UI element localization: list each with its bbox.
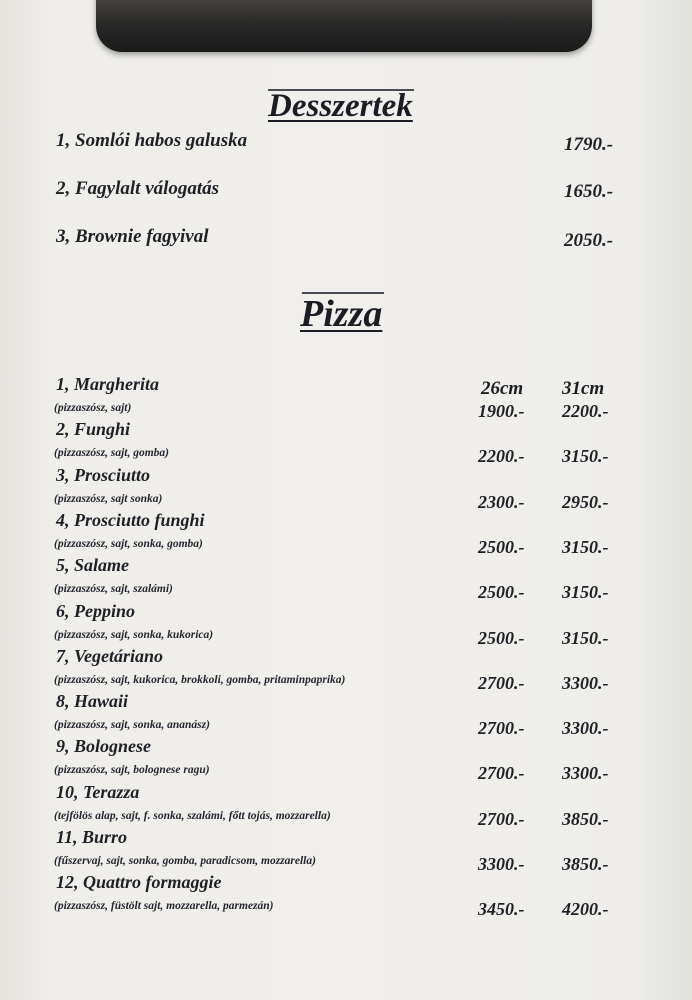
pizza-item-name: 2, Funghi <box>56 419 131 440</box>
dessert-section-title: Desszertek <box>268 88 413 124</box>
pizza-price-26cm: 2500.- <box>478 582 525 603</box>
pizza-item <box>0 782 692 827</box>
clipboard-clip <box>96 0 592 52</box>
size-header-31cm: 31cm <box>562 378 605 399</box>
pizza-item-ingredients: (pizzaszósz, sajt, gomba) <box>54 447 170 460</box>
pizza-item-name: 3, Prosciutto <box>56 464 151 485</box>
pizza-price-26cm: 2500.- <box>478 627 525 648</box>
dessert-item-price: 1650.- <box>564 181 614 202</box>
pizza-price-26cm: 3450.- <box>478 899 525 920</box>
pizza-item-ingredients: (pizzaszósz, sajt, sonka, kukorica) <box>54 628 214 641</box>
dessert-item-price: 1790.- <box>564 134 614 155</box>
pizza-price-31cm: 2950.- <box>562 491 609 512</box>
pizza-price-26cm: 2200.- <box>478 446 525 467</box>
pizza-item <box>0 827 692 872</box>
pizza-item-name: 12, Quattro formaggie <box>56 872 222 893</box>
pizza-item <box>0 691 692 739</box>
pizza-item <box>0 736 692 784</box>
pizza-item-ingredients: (pizzaszósz, sajt, sonka, ananász) <box>54 719 210 732</box>
pizza-price-26cm: 2300.- <box>478 491 525 512</box>
pizza-item-ingredients: (pizzaszósz, sajt, sonka, gomba) <box>54 537 203 550</box>
pizza-price-31cm: 3300.- <box>562 763 609 784</box>
dessert-item-price: 2050.- <box>564 230 614 251</box>
pizza-item <box>0 374 692 419</box>
pizza-item <box>0 646 692 691</box>
pizza-price-26cm: 2500.- <box>478 536 525 557</box>
pizza-item-name: 5, Salame <box>56 555 130 576</box>
pizza-item-name: 4, Prosciutto funghi <box>56 509 205 530</box>
pizza-item-ingredients: (tejfölös alap, sajt, f. sonka, szalámi, főtt tojás, mozzarella) <box>54 809 331 822</box>
pizza-item-ingredients: (pizzaszósz, füstölt sajt, mozzarella, parmezán) <box>54 900 274 913</box>
pizza-item-name: 6, Peppino <box>56 600 135 621</box>
pizza-price-31cm: 3300.- <box>562 672 609 693</box>
pizza-price-31cm: 3850.- <box>562 854 609 874</box>
pizza-price-31cm: 3150.- <box>562 446 609 467</box>
dessert-item-name: 3, Brownie fagyival <box>56 226 209 247</box>
pizza-price-26cm: 2700.- <box>478 808 525 829</box>
pizza-item-name: 9, Bolognese <box>56 736 152 757</box>
pizza-section-title: Pizza <box>300 293 383 335</box>
pizza-item <box>0 872 692 920</box>
pizza-item <box>0 601 692 646</box>
pizza-item <box>0 419 692 467</box>
pizza-price-31cm: 3150.- <box>562 582 609 603</box>
pizza-price-31cm: 4200.- <box>562 899 609 920</box>
size-header-26cm: 26cm <box>481 378 524 399</box>
pizza-item-name: 10, Terazza <box>56 781 140 802</box>
pizza-item-ingredients: (pizzaszósz, sajt, szalámi) <box>54 583 173 596</box>
pizza-item-ingredients: (pizzaszósz, sajt sonka) <box>54 492 163 505</box>
pizza-item <box>0 555 692 603</box>
pizza-price-31cm: 2200.- <box>562 401 609 421</box>
pizza-item-ingredients: (pizzaszósz, sajt, kukorica, brokkoli, gomba, pritaminpaprika) <box>54 673 346 686</box>
pizza-item-ingredients: (pizzaszósz, sajt, bolognese ragu) <box>54 764 210 777</box>
pizza-item-ingredients: (fűszervaj, sajt, sonka, gomba, paradicsom, mozzarella) <box>54 855 316 867</box>
pizza-item-name: 8, Hawaii <box>56 691 129 712</box>
pizza-price-31cm: 3850.- <box>562 808 609 829</box>
pizza-item <box>0 465 692 510</box>
dessert-item-name: 1, Somlói habos galuska <box>56 130 248 151</box>
pizza-item-ingredients: (pizzaszósz, sajt) <box>54 402 132 414</box>
pizza-item-name: 1, Margherita <box>56 374 160 394</box>
dessert-item-name: 2, Fagylalt válogatás <box>56 178 220 199</box>
pizza-price-31cm: 3150.- <box>562 536 609 557</box>
pizza-price-26cm: 2700.- <box>478 763 525 784</box>
pizza-price-26cm: 2700.- <box>478 672 525 693</box>
pizza-price-26cm: 1900.- <box>478 401 525 421</box>
pizza-price-31cm: 3300.- <box>562 718 609 739</box>
pizza-item-name: 7, Vegetáriano <box>56 645 164 666</box>
pizza-item-name: 11, Burro <box>56 827 128 847</box>
pizza-price-26cm: 3300.- <box>478 854 525 874</box>
pizza-item <box>0 510 692 555</box>
pizza-price-26cm: 2700.- <box>478 718 525 739</box>
pizza-price-31cm: 3150.- <box>562 627 609 648</box>
